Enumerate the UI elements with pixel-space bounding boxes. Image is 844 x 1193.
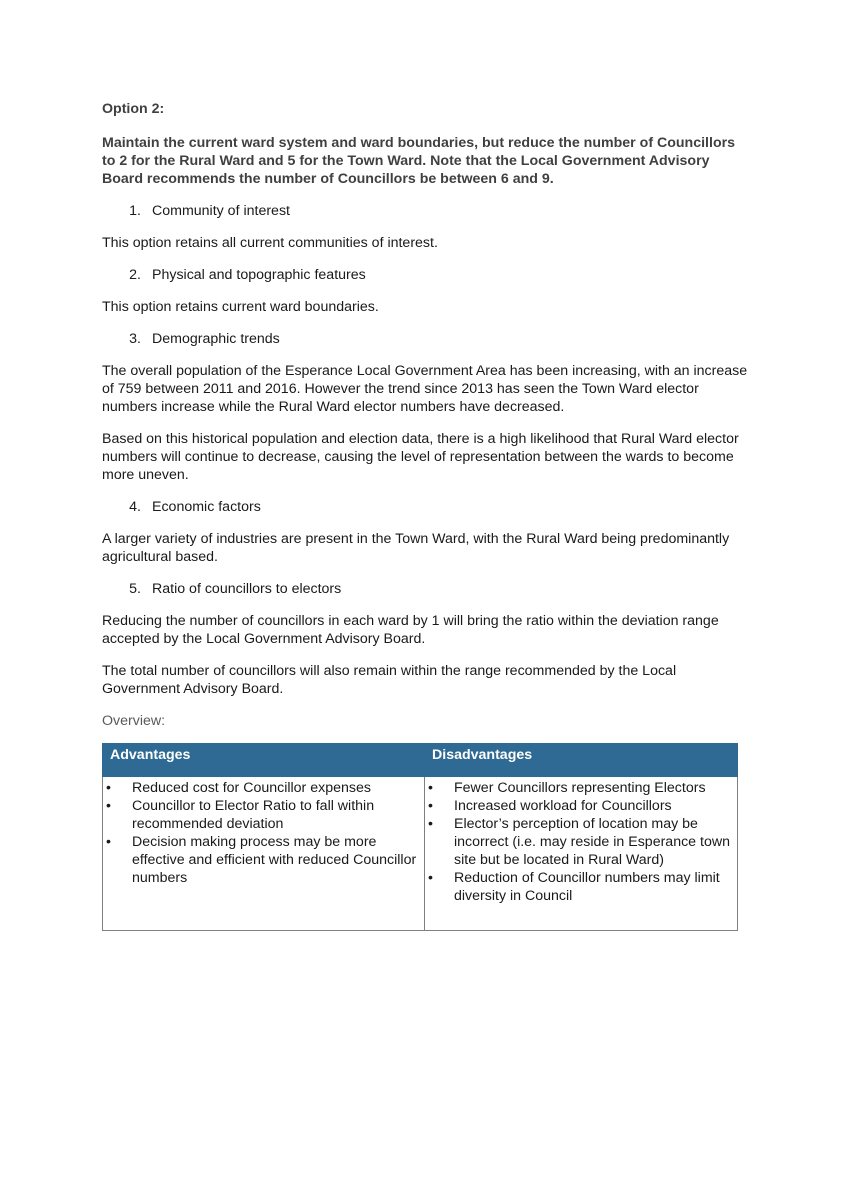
bullet-icon: • (428, 816, 433, 832)
list-item-text: Fewer Councillors representing Electors (454, 780, 706, 796)
paragraph-ratio-1: Reducing the number of councillors in each ward by 1 will bring the ratio within the deviation range accepted by the Local Government Advisory Board. (102, 613, 719, 647)
list-item-text: Increased workload for Councillors (454, 798, 672, 814)
section-heading-ratio (102, 580, 752, 598)
list-item (103, 797, 420, 833)
list-item (103, 833, 420, 887)
section-number: 4. (129, 499, 141, 515)
section-number: 5. (129, 581, 141, 597)
paragraph-community: This option retains all current communities of interest. (102, 235, 438, 251)
bullet-icon: • (106, 798, 111, 814)
table-header-row (103, 744, 738, 777)
advantages-header: Advantages (103, 744, 425, 777)
section-heading-physical (102, 266, 752, 284)
section-title: Demographic trends (152, 331, 280, 347)
list-item-text: Elector’s perception of location may be incorrect (i.e. may reside in Esperance town site but be located in Rural Ward) (454, 816, 730, 868)
list-item-text: Councillor to Elector Ratio to fall within recommended deviation (132, 798, 375, 832)
paragraph-demographic-1: The overall population of the Esperance Local Government Area has been increasing, with an increase of 759 between 2011 and 2016. However the trend since 2013 has seen the Town Ward elector numbers increase while the Rural Ward elector numbers have decreased. (102, 363, 748, 415)
list-item (103, 779, 420, 797)
bullet-icon: • (428, 798, 433, 814)
section-title: Physical and topographic features (152, 267, 366, 283)
disadvantages-list (425, 779, 733, 905)
comparison-table (102, 743, 738, 931)
option-intro: Maintain the current ward system and ward boundaries, but reduce the number of Councillors to 2 for the Rural Ward and 5 for the Town Ward. Note that the Local Government Advisory Board recommends the number of Councillors be between 6 and 9. (102, 135, 736, 187)
bullet-icon: • (428, 870, 433, 886)
paragraph-physical: This option retains current ward boundaries. (102, 299, 379, 315)
document-body (102, 100, 752, 931)
advantages-list (103, 779, 420, 887)
option-heading: Option 2: (102, 101, 165, 117)
list-item-text: Decision making process may be more effective and efficient with reduced Councillor numbers (132, 834, 417, 886)
paragraph-ratio-2: The total number of councillors will also remain within the range recommended by the Local Government Advisory Board. (102, 663, 677, 697)
bullet-icon: • (428, 780, 433, 796)
bullet-icon: • (106, 834, 111, 850)
section-heading-community (102, 202, 752, 220)
list-item (425, 797, 733, 815)
section-heading-demographic (102, 330, 752, 348)
section-title: Economic factors (152, 499, 261, 515)
section-number: 1. (129, 203, 141, 219)
section-heading-economic (102, 498, 752, 516)
paragraph-demographic-2: Based on this historical population and election data, there is a high likelihood that Rural Ward elector numbers will continue to decrease, causing the level of representation between the wards to become more uneven. (102, 431, 739, 483)
section-title: Ratio of councillors to electors (152, 581, 342, 597)
section-title: Community of interest (152, 203, 290, 219)
section-number: 2. (129, 267, 141, 283)
overview-label: Overview: (102, 713, 166, 729)
list-item-text: Reduction of Councillor numbers may limit diversity in Council (454, 870, 720, 904)
list-item (425, 779, 733, 797)
list-item (425, 815, 733, 869)
list-item (425, 869, 733, 905)
advantages-cell (103, 777, 425, 931)
list-item-text: Reduced cost for Councillor expenses (132, 780, 371, 796)
disadvantages-header: Disadvantages (425, 744, 738, 777)
table-row (103, 777, 738, 931)
bullet-icon: • (106, 780, 111, 796)
disadvantages-cell (425, 777, 738, 931)
section-number: 3. (129, 331, 141, 347)
paragraph-economic: A larger variety of industries are present in the Town Ward, with the Rural Ward being predominantly agricultural based. (102, 531, 730, 565)
